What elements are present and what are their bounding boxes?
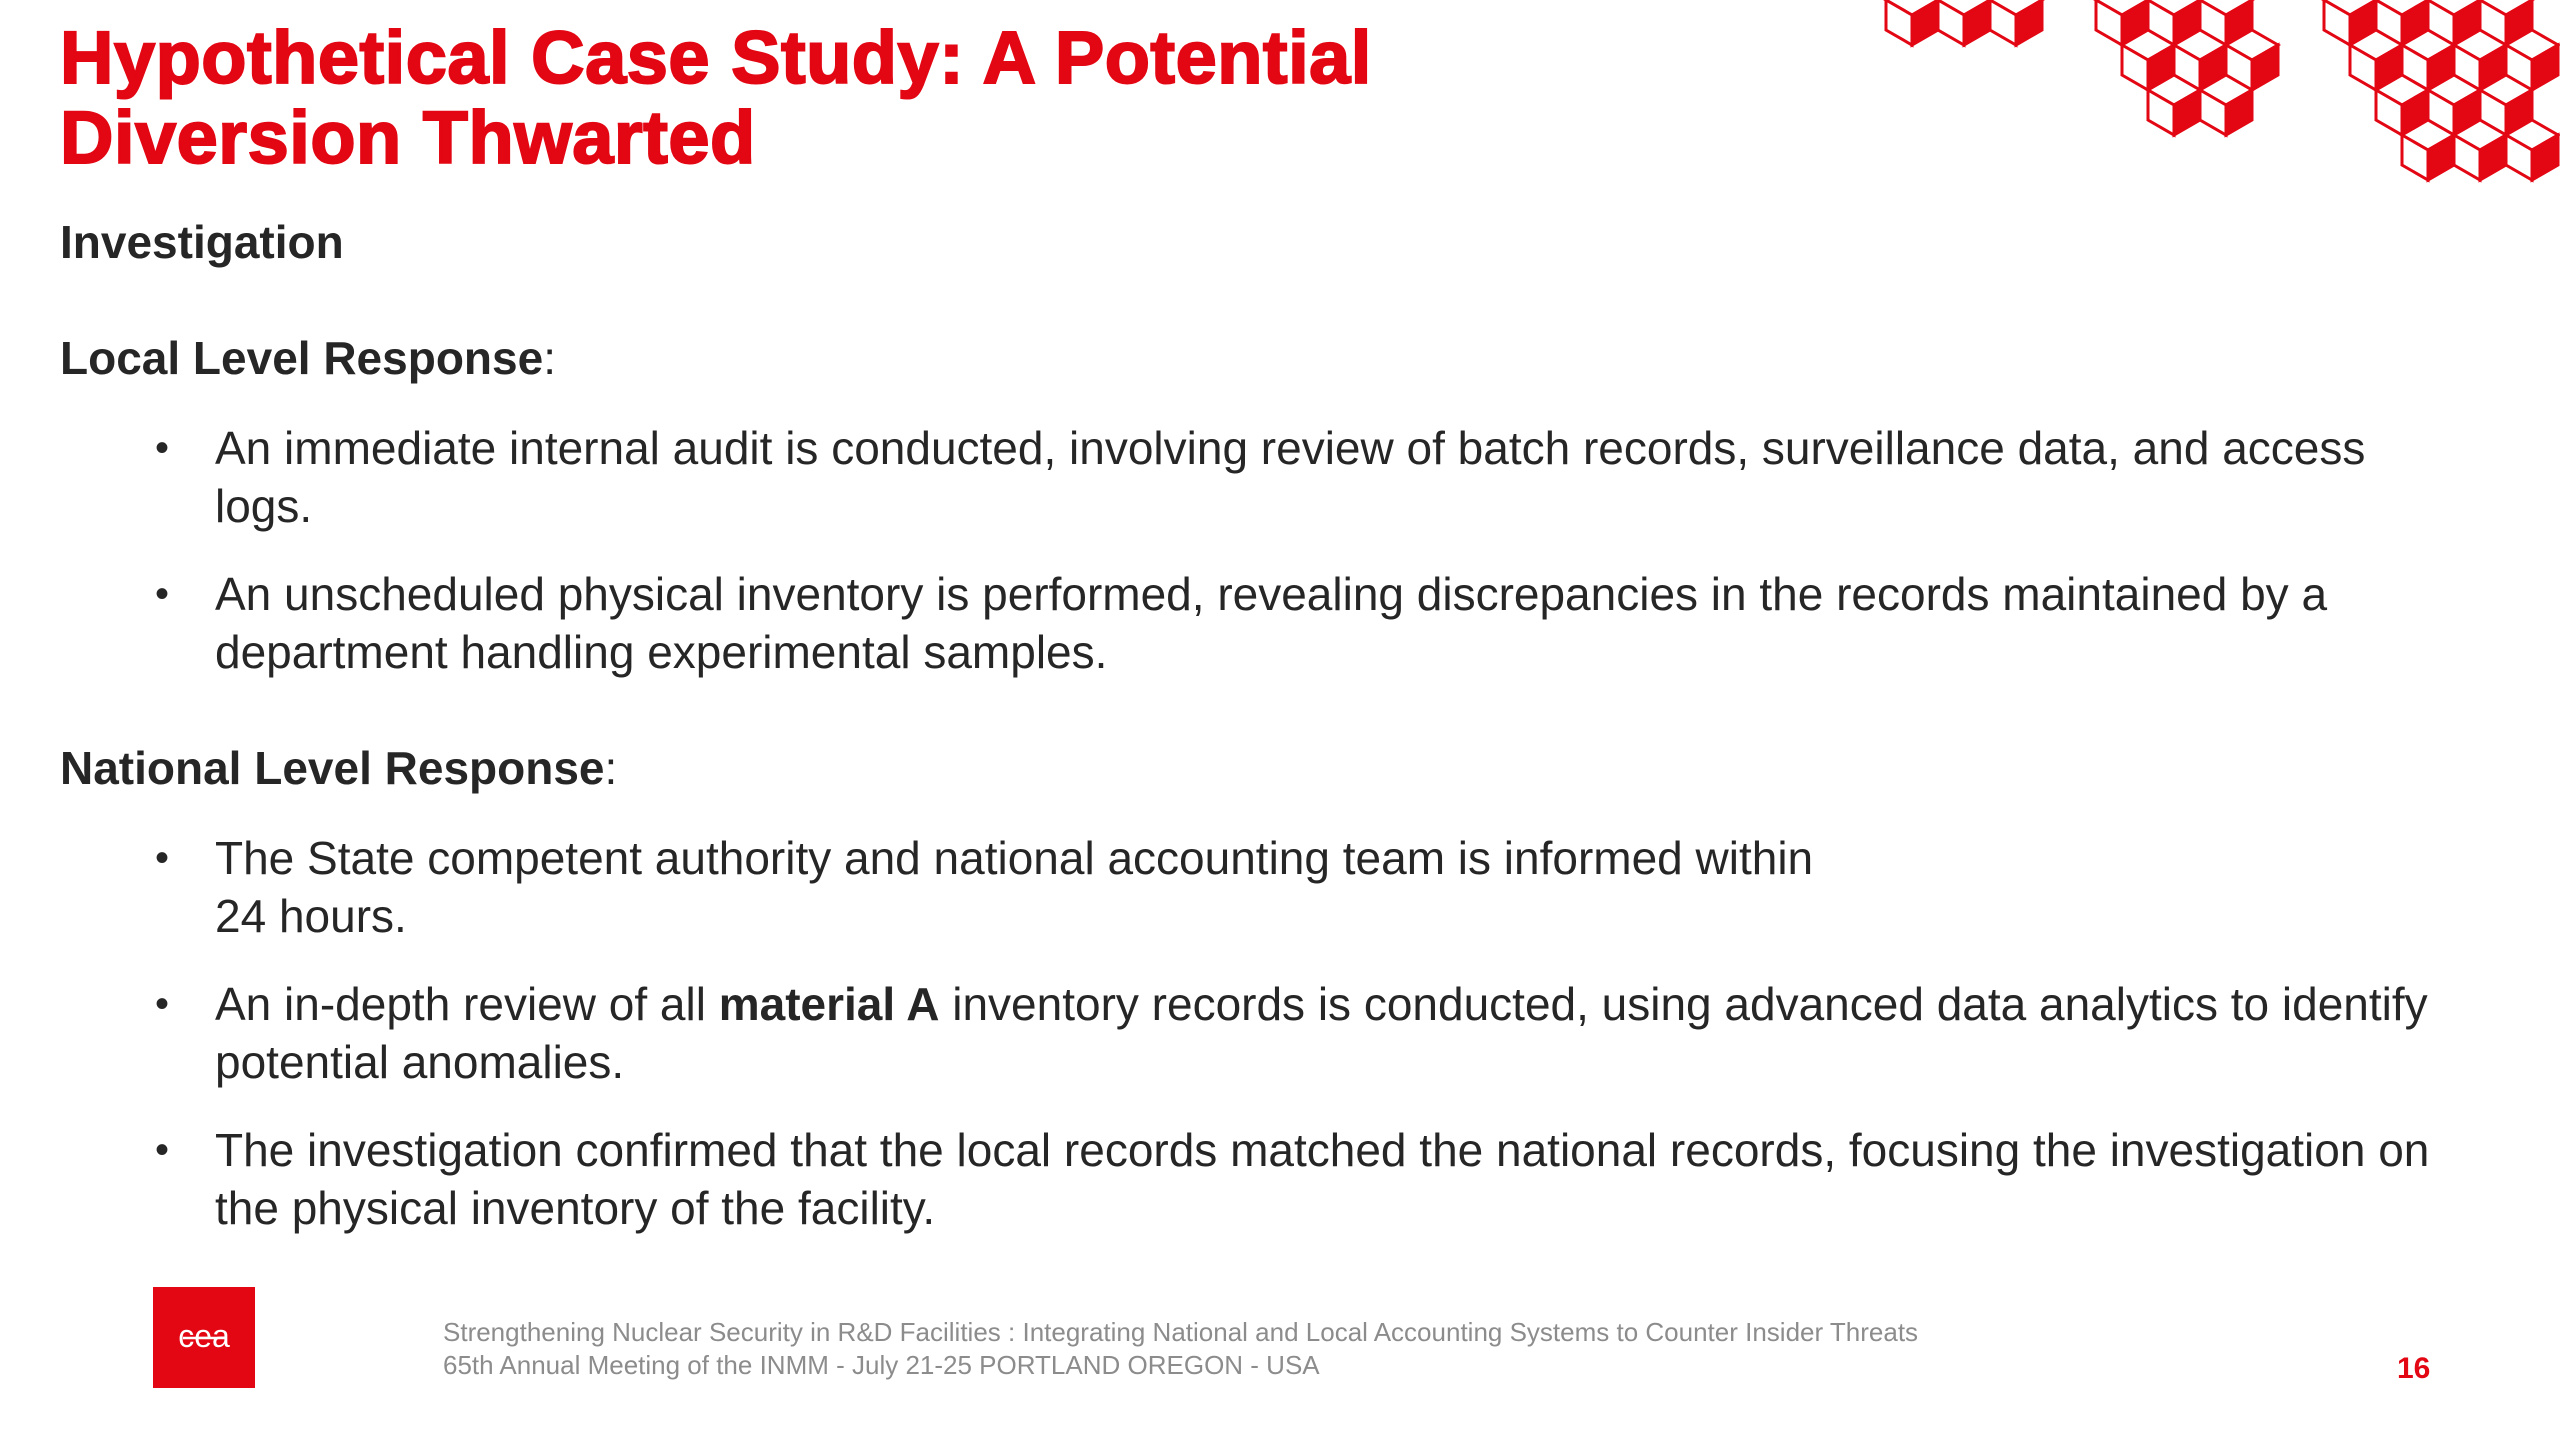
bullet-icon: • [155, 836, 170, 880]
local-level-heading [60, 330, 556, 386]
bullet-icon: • [155, 426, 170, 470]
list-item [155, 565, 2435, 681]
bullet-text: An immediate internal audit is conducted, involving review of batch records, surveillance data, and access logs. [215, 422, 2366, 532]
page-number: 16 [2397, 1352, 2431, 1385]
section-investigation [60, 214, 344, 270]
bullet-icon: • [155, 572, 170, 616]
list-item [155, 975, 2435, 1091]
list-item [155, 419, 2435, 535]
cea-logo-icon [153, 1287, 255, 1388]
bullet-icon: • [155, 1128, 170, 1172]
section-investigation-label: Investigation [60, 216, 344, 268]
title-line-2: Diversion Thwarted [60, 96, 756, 179]
national-level-heading [60, 740, 617, 796]
footer-caption [443, 1316, 1918, 1382]
bullet-text-emphasis: material A [718, 978, 940, 1030]
slide-title [60, 18, 1760, 178]
local-level-list [155, 419, 2435, 711]
bullet-text-before: An in-depth review of all [215, 978, 719, 1030]
footer-line-1: Strengthening Nuclear Security in R&D Facilities : Integrating National and Local Accounting Systems to Counter Insider Threats [443, 1317, 1919, 1347]
national-level-heading-colon: : [604, 742, 618, 794]
national-level-list [155, 829, 2435, 1267]
cea-logo-text: cea [178, 1317, 230, 1354]
title-line-1: Hypothetical Case Study: A Potential [60, 16, 1372, 99]
cea-logo-mark [169, 1318, 239, 1358]
isometric-cube-pattern-icon [1860, 0, 2560, 200]
national-level-heading-label: National Level Response [60, 742, 605, 794]
local-level-heading-label: Local Level Response [60, 332, 544, 384]
bullet-text: The investigation confirmed that the local records matched the national records, focusing the investigation on the physical inventory of the facility. [215, 1124, 2430, 1234]
list-item [155, 1121, 2435, 1237]
bullet-text-after: inventory records is conducted, using advanced data analytics to identify potential anomalies. [215, 978, 2428, 1088]
bullet-text-line-1: The State competent authority and national accounting team is informed within [215, 832, 1814, 884]
bullet-text: An unscheduled physical inventory is performed, revealing discrepancies in the records maintained by a department handling experimental samples. [215, 568, 2328, 678]
local-level-heading-colon: : [543, 332, 556, 384]
bullet-text-line-2: 24 hours. [215, 890, 407, 942]
bullet-icon: • [155, 982, 170, 1026]
footer-line-2: 65th Annual Meeting of the INMM - July 21-25 PORTLAND OREGON - USA [443, 1350, 1320, 1380]
list-item [155, 829, 2435, 945]
